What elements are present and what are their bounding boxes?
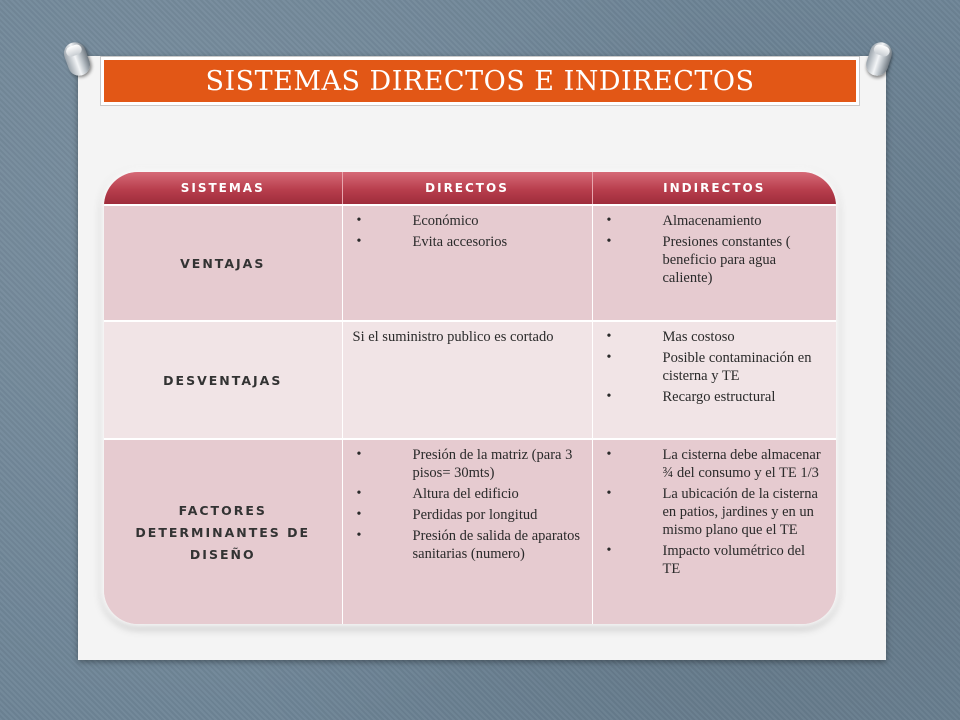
header-indirectos: INDIRECTOS	[592, 172, 836, 205]
cell-text: Si el suministro publico es cortado	[352, 329, 554, 345]
list-item: • Presiones constantes ( beneficio para agua caliente)	[603, 233, 827, 287]
header-directos: DIRECTOS	[342, 172, 592, 205]
table-row-factores	[104, 439, 836, 624]
list-item: • Presión de la matriz (para 3 pisos= 30mts)	[353, 446, 582, 482]
table-row-desventajas	[104, 321, 836, 439]
cell-ventajas-directos	[342, 205, 592, 321]
comparison-table	[104, 172, 836, 624]
list-item: • Mas costoso	[603, 328, 827, 346]
list-item: • La ubicación de la cisterna en patios, jardines y en un mismo plano que el TE	[603, 485, 827, 539]
list-item: • Recargo estructural	[603, 388, 827, 406]
list-item: • Posible contaminación en cisterna y TE	[603, 349, 827, 385]
cell-desventajas-indirectos	[592, 321, 836, 439]
slide-title: SISTEMAS DIRECTOS E INDIRECTOS	[205, 65, 755, 97]
row-label-factores: FACTORES DETERMINANTES DE DISEÑO	[104, 439, 342, 624]
list-item: • Presión de salida de aparatos sanitarias (numero)	[353, 527, 582, 563]
list-item: • Altura del edificio	[353, 485, 582, 503]
cell-factores-indirectos	[592, 439, 836, 624]
table-row-ventajas	[104, 205, 836, 321]
cell-desventajas-directos	[342, 321, 592, 439]
list-item: • Almacenamiento	[603, 212, 827, 230]
list-item: • Perdidas por longitud	[353, 506, 582, 524]
cell-ventajas-indirectos	[592, 205, 836, 321]
list-item: • Impacto volumétrico del TE	[603, 542, 827, 578]
list-item: • La cisterna debe almacenar ¾ del consumo y el TE 1/3	[603, 446, 827, 482]
list-item: • Económico	[353, 212, 582, 230]
title-bar	[101, 57, 859, 105]
cell-factores-directos	[342, 439, 592, 624]
row-label-ventajas: VENTAJAS	[104, 205, 342, 321]
row-label-desventajas: DESVENTAJAS	[104, 321, 342, 439]
list-item: • Evita accesorios	[353, 233, 582, 251]
header-sistemas: SISTEMAS	[104, 172, 342, 205]
table-header-row	[104, 172, 836, 205]
